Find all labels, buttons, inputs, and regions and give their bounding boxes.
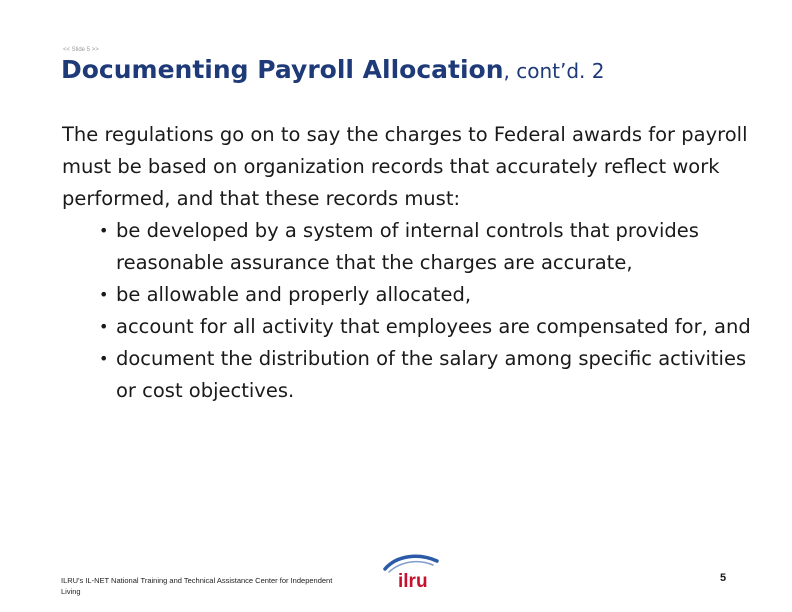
list-item-text: account for all activity that employees are compensated for, and	[116, 315, 751, 338]
bullet-icon: •	[99, 285, 109, 304]
bullet-icon: •	[99, 317, 109, 336]
list-item	[99, 279, 772, 311]
intro-paragraph: The regulations go on to say the charges to Federal awards for payroll must be based on organization records that accurately reflect work performed, and that these records must:	[62, 123, 748, 210]
list-item-text: document the distribution of the salary among specific activities or cost objectives.	[116, 347, 747, 402]
logo-text: ilru	[398, 571, 428, 589]
page-number: 5	[720, 572, 727, 584]
page-title	[61, 52, 604, 91]
list-item-text: be allowable and properly allocated,	[116, 283, 472, 306]
footer-org-text: ILRU's IL-NET National Training and Technical Assistance Center for Independent Living	[61, 576, 333, 596]
ilru-logo-icon	[383, 553, 439, 589]
title-main: Documenting Payroll Allocation	[61, 55, 504, 84]
slide-body	[62, 119, 772, 407]
list-item	[99, 215, 772, 279]
list-item	[99, 343, 772, 407]
slide-label: << Slide 5 >>	[63, 47, 99, 53]
bullet-icon: •	[99, 221, 109, 240]
bullet-icon: •	[99, 349, 109, 368]
title-continuation: , cont’d. 2	[503, 59, 605, 83]
list-item-text: be developed by a system of internal controls that provides reasonable assurance that the charges are accurate,	[116, 219, 699, 274]
bullet-list	[62, 215, 772, 407]
list-item	[99, 311, 772, 343]
